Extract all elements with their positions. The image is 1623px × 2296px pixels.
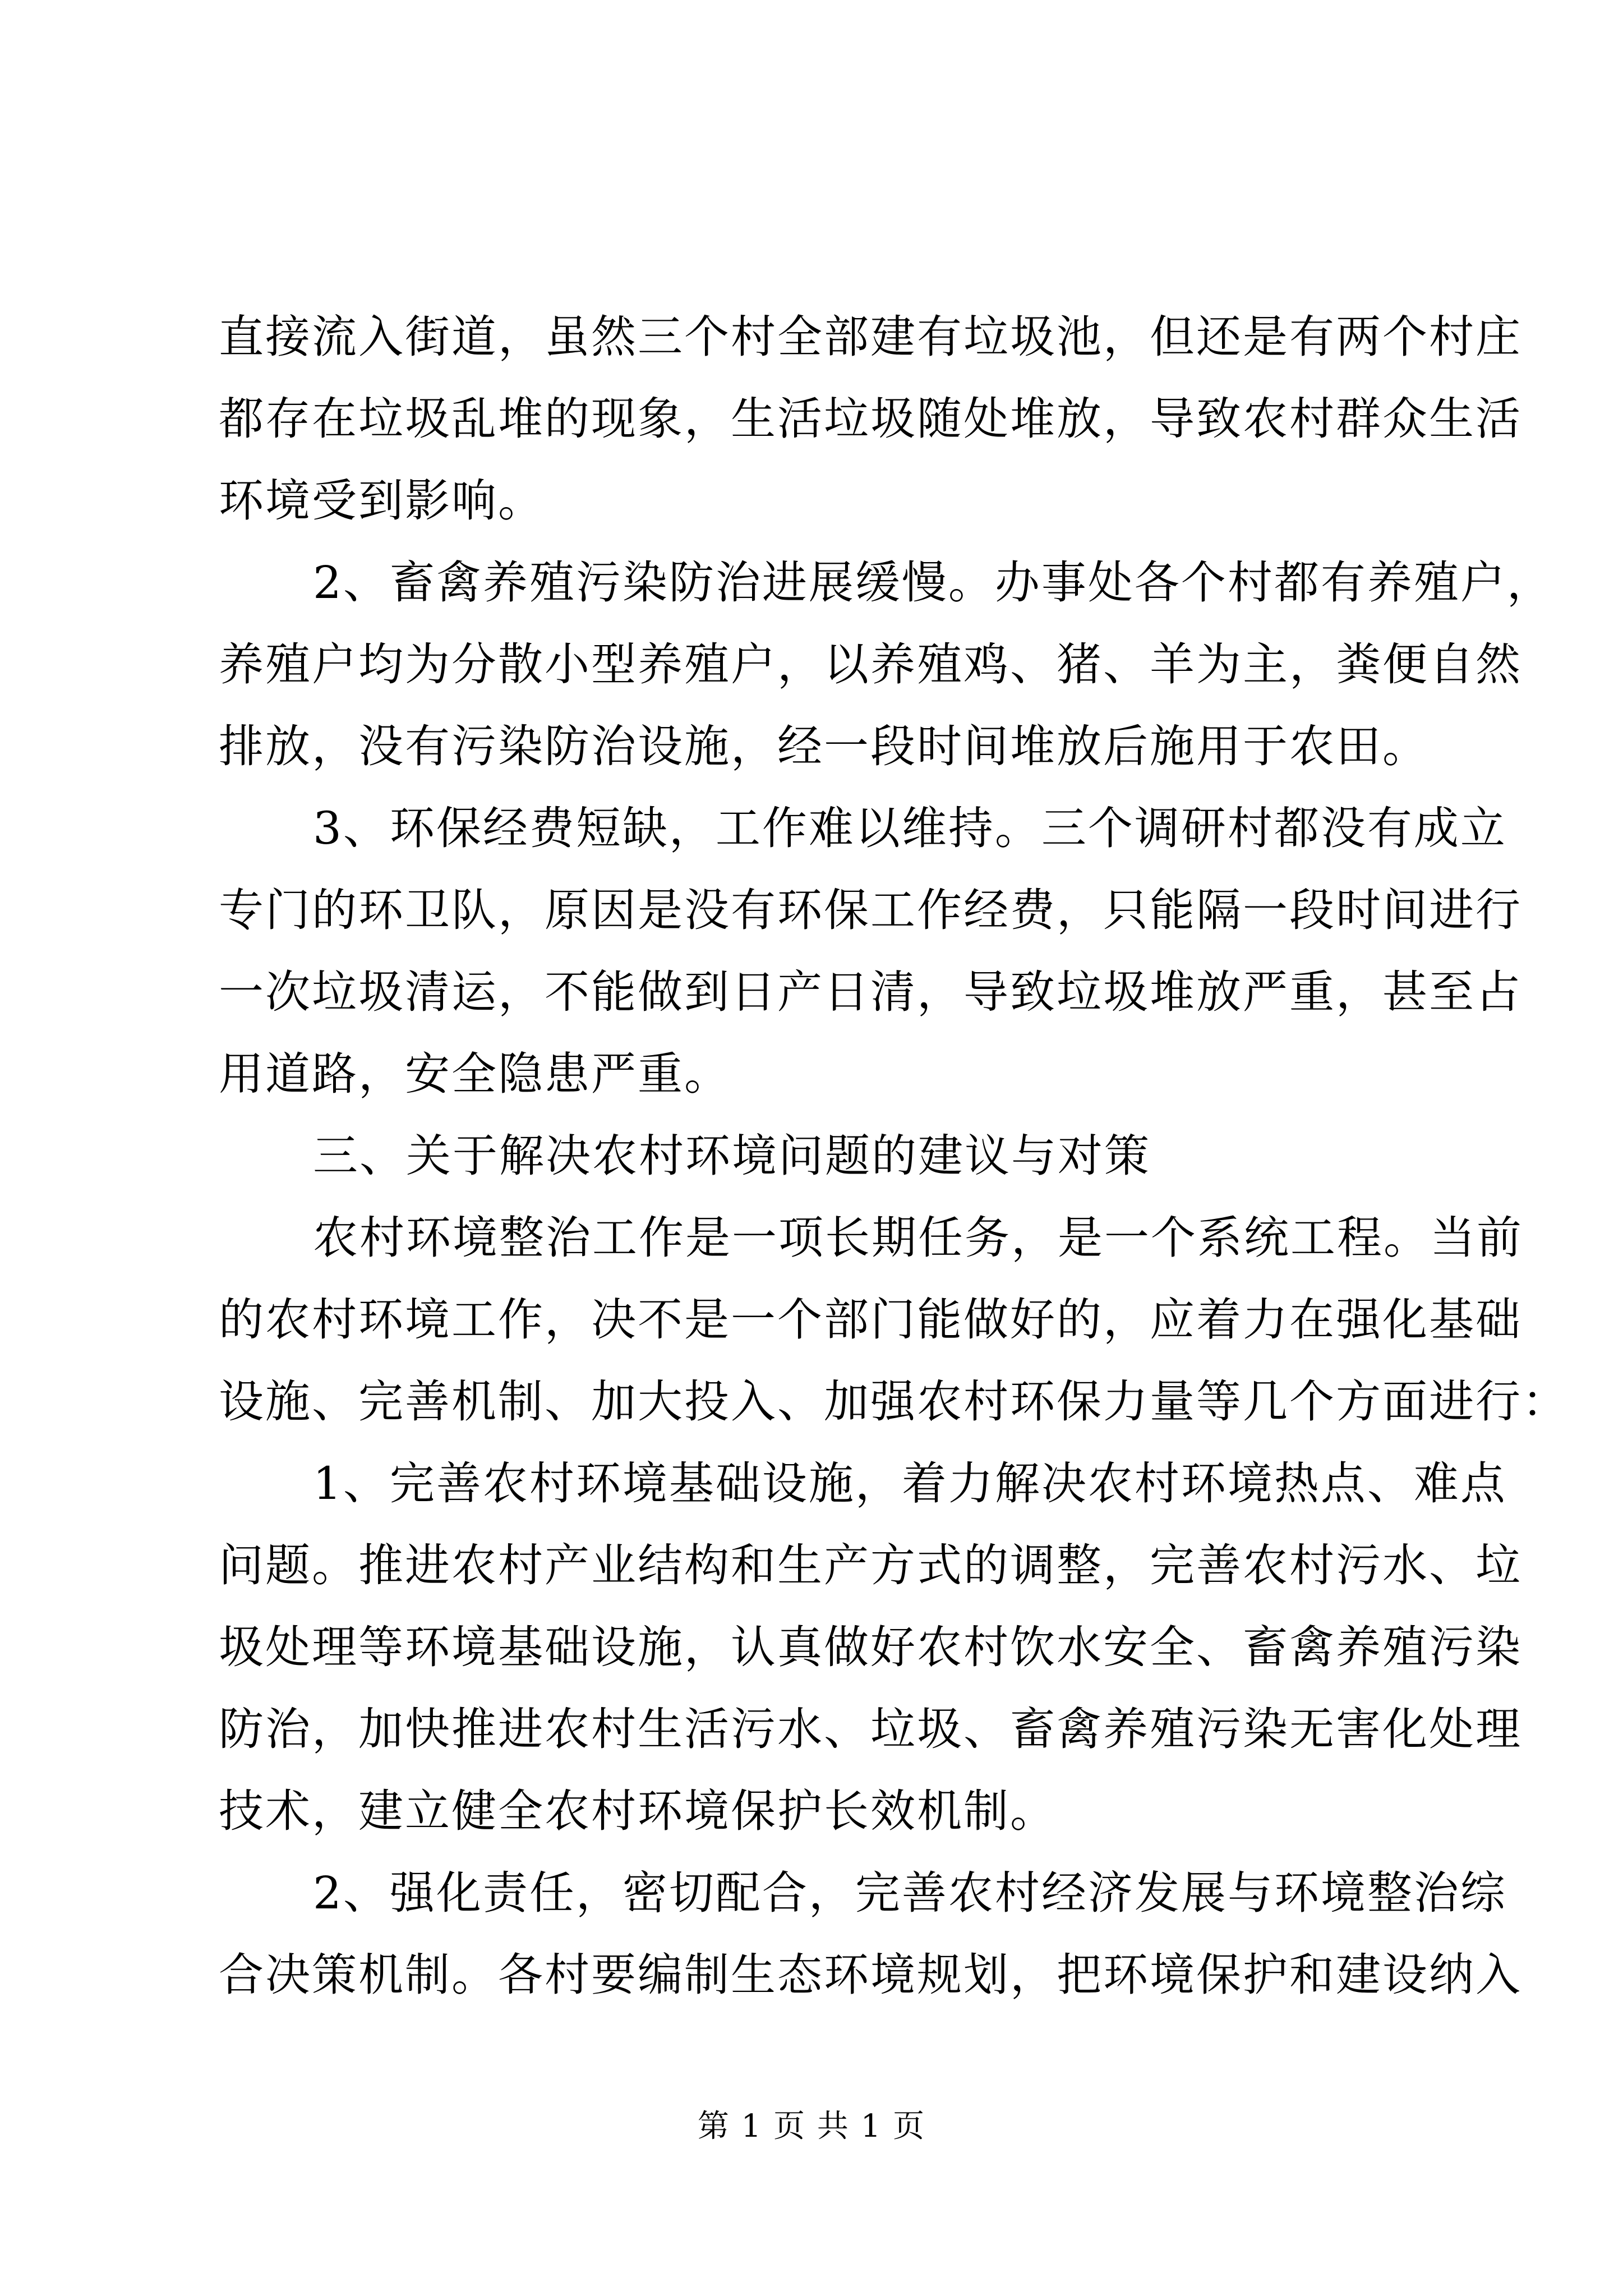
page-number-label: 第 1 页 共 1 页: [697, 2108, 926, 2145]
paragraph: [219, 542, 1553, 788]
paragraph: [219, 1197, 1569, 1443]
section-heading: [219, 1115, 1424, 1197]
text-line: 养殖户均为分散小型养殖户，以养殖鸡、猪、羊为主，粪便自然: [219, 638, 1522, 691]
text-line: 排放，没有污染防治设施，经一段时间堆放后施用于农田。: [219, 720, 1429, 772]
text-line: 2、畜禽养殖污染防治进展缓慢。办事处各个村都有养殖户，: [313, 556, 1553, 609]
paragraph: [219, 1443, 1522, 1852]
text-line: 1、完善农村环境基础设施，着力解决农村环境热点、难点: [313, 1457, 1507, 1510]
text-line: 设施、完善机制、加大投入、加强农村环保力量等几个方面进行：: [219, 1375, 1569, 1428]
text-line: 都存在垃圾乱堆的现象，生活垃圾随处堆放，导致农村群众生活: [219, 393, 1522, 445]
paragraph: [219, 1852, 1522, 2016]
text-line: 防治，加快推进农村生活污水、垃圾、畜禽养殖污染无害化处理: [219, 1703, 1522, 1755]
text-line: 专门的环卫队，原因是没有环保工作经费，只能隔一段时间进行: [219, 884, 1522, 936]
text-line: 3、环保经费短缺，工作难以维持。三个调研村都没有成立: [313, 802, 1507, 854]
text-line: 圾处理等环境基础设施，认真做好农村饮水安全、畜禽养殖污染: [219, 1621, 1522, 1673]
text-line: 农村环境整治工作是一项长期任务，是一个系统工程。当前: [313, 1212, 1523, 1264]
document-body: [219, 296, 1569, 2016]
text-line: 直接流入街道，虽然三个村全部建有垃圾池，但还是有两个村庄: [219, 311, 1522, 363]
text-line: 2、强化责任，密切配合，完善农村经济发展与环境整治综: [313, 1867, 1507, 1919]
page-footer: [0, 2107, 1623, 2146]
text-line: 环境受到影响。: [219, 475, 545, 527]
text-line: 问题。推进农村产业结构和生产方式的调整，完善农村污水、垃: [219, 1539, 1522, 1591]
text-line: 技术，建立健全农村环境保护长效机制。: [219, 1785, 1057, 1837]
paragraph: [219, 788, 1522, 1115]
text-line: 三、关于解决农村环境问题的建议与对策: [313, 1130, 1151, 1182]
text-line: 一次垃圾清运，不能做到日产日清，导致垃圾堆放严重，甚至占: [219, 966, 1522, 1018]
text-line: 的农村环境工作，决不是一个部门能做好的，应着力在强化基础: [219, 1294, 1522, 1346]
text-line: 合决策机制。各村要编制生态环境规划，把环境保护和建设纳入: [219, 1949, 1522, 2001]
text-line: 用道路，安全隐患严重。: [219, 1048, 731, 1100]
paragraph: [219, 296, 1522, 542]
